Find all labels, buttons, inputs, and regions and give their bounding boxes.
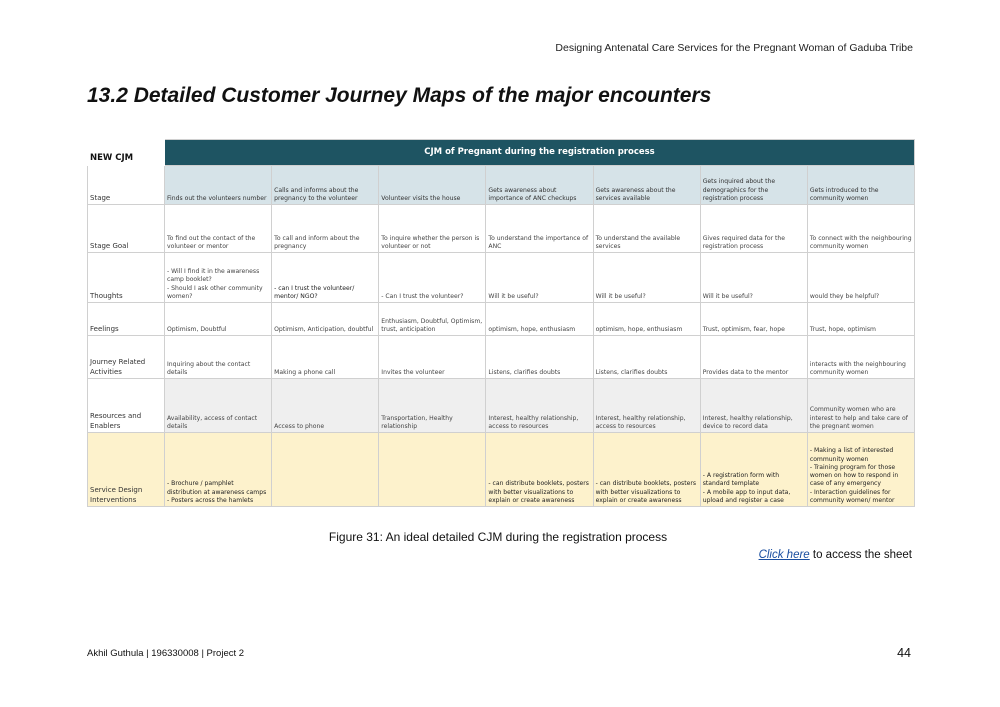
footer-author: Akhil Guthula | 196330008 | Project 2 bbox=[87, 648, 245, 659]
table-cell: Trust, hope, optimism bbox=[807, 303, 914, 336]
table-cell: Gets awareness about importance of ANC checkups bbox=[486, 166, 593, 205]
table-cell: - Brochure / pamphlet distribution at awareness camps - Posters across the hamlets bbox=[165, 433, 272, 507]
table-cell bbox=[379, 433, 486, 507]
table-cell: Provides data to the mentor bbox=[700, 336, 807, 379]
table-cell: To understand the available services bbox=[593, 205, 700, 253]
row-label: Journey Related Activities bbox=[88, 336, 165, 379]
table-cell: Optimism, Doubtful bbox=[165, 303, 272, 336]
table-cell: - can distribute booklets, posters with better visualizations to explain or create awareness bbox=[593, 433, 700, 507]
table-cell: Trust, optimism, fear, hope bbox=[700, 303, 807, 336]
cjm-table bbox=[87, 139, 915, 507]
table-cell: Interest, healthy relationship, access to resources bbox=[486, 379, 593, 433]
table-row bbox=[88, 433, 915, 507]
row-label: Resources and Enablers bbox=[88, 379, 165, 433]
table-cell: Gives required data for the registration process bbox=[700, 205, 807, 253]
table-cell: - can I trust the volunteer/ mentor/ NGO? bbox=[272, 253, 379, 303]
table-cell: Access to phone bbox=[272, 379, 379, 433]
running-header: Designing Antenatal Care Services for the Pregnant Woman of Gaduba Tribe bbox=[555, 42, 913, 54]
table-cell: - A registration form with standard template - A mobile app to input data, upload and register a case bbox=[700, 433, 807, 507]
table-cell: Enthusiasm, Doubtful, Optimism, trust, anticipation bbox=[379, 303, 486, 336]
table-cell bbox=[272, 433, 379, 507]
table-cell: Volunteer visits the house bbox=[379, 166, 486, 205]
table-row bbox=[88, 166, 915, 205]
row-label: Thoughts bbox=[88, 253, 165, 303]
table-cell: Will it be useful? bbox=[486, 253, 593, 303]
page-number: 44 bbox=[897, 646, 911, 660]
table-cell: Gets introduced to the community women bbox=[807, 166, 914, 205]
row-label: Stage bbox=[88, 166, 165, 205]
table-header-row bbox=[88, 140, 915, 166]
table-cell: To find out the contact of the volunteer or mentor bbox=[165, 205, 272, 253]
corner-label: NEW CJM bbox=[88, 140, 165, 166]
table-cell: Interest, healthy relationship, device to record data bbox=[700, 379, 807, 433]
table-cell: Gets awareness about the services available bbox=[593, 166, 700, 205]
table-cell: - Will I find it in the awareness camp booklet? - Should I ask other community women? bbox=[165, 253, 272, 303]
table-row bbox=[88, 205, 915, 253]
table-cell: would they be helpful? bbox=[807, 253, 914, 303]
table-cell: Invites the volunteer bbox=[379, 336, 486, 379]
table-row bbox=[88, 303, 915, 336]
click-here-link[interactable]: Click here bbox=[758, 549, 810, 561]
access-sheet-line bbox=[759, 549, 912, 561]
table-cell: optimism, hope, enthusiasm bbox=[593, 303, 700, 336]
table-cell: Interest, healthy relationship, access to resources bbox=[593, 379, 700, 433]
table-cell: To call and inform about the pregnancy bbox=[272, 205, 379, 253]
table-cell: Availability, access of contact details bbox=[165, 379, 272, 433]
table-title: CJM of Pregnant during the registration process bbox=[165, 140, 915, 166]
table-cell: Transportation, Healthy relationship bbox=[379, 379, 486, 433]
table-cell: Will it be useful? bbox=[700, 253, 807, 303]
table-cell: Optimism, Anticipation, doubtful bbox=[272, 303, 379, 336]
section-title: 13.2 Detailed Customer Journey Maps of the major encounters bbox=[87, 84, 712, 107]
table-cell: Community women who are interest to help and take care of the pregnant women bbox=[807, 379, 914, 433]
table-cell: To connect with the neighbouring community women bbox=[807, 205, 914, 253]
table-cell: interacts with the neighbouring community women bbox=[807, 336, 914, 379]
figure-caption: Figure 31: An ideal detailed CJM during the registration process bbox=[328, 530, 668, 544]
table-cell: Finds out the volunteers number bbox=[165, 166, 272, 205]
access-sheet-text: to access the sheet bbox=[809, 549, 912, 561]
table-cell: Listens, clarifies doubts bbox=[486, 336, 593, 379]
table-cell: Inquiring about the contact details bbox=[165, 336, 272, 379]
table-cell: To inquire whether the person is volunteer or not bbox=[379, 205, 486, 253]
table-row bbox=[88, 253, 915, 303]
table-cell: - Making a list of interested community women - Training program for those women on how to respond in case of any emergency - Interaction guidelines for community women/ mentor bbox=[807, 433, 914, 507]
table-cell: Calls and informs about the pregnancy to the volunteer bbox=[272, 166, 379, 205]
table-cell: Gets inquired about the demographics for the registration process bbox=[700, 166, 807, 205]
table-cell: Will it be useful? bbox=[593, 253, 700, 303]
table-cell: To understand the importance of ANC bbox=[486, 205, 593, 253]
table-row bbox=[88, 379, 915, 433]
row-label: Feelings bbox=[88, 303, 165, 336]
row-label: Stage Goal bbox=[88, 205, 165, 253]
table-cell: - can distribute booklets, posters with better visualizations to explain or create awareness bbox=[486, 433, 593, 507]
table-cell: Making a phone call bbox=[272, 336, 379, 379]
table-cell: optimism, hope, enthusiasm bbox=[486, 303, 593, 336]
table-row bbox=[88, 336, 915, 379]
table-cell: Listens, clarifies doubts bbox=[593, 336, 700, 379]
table-cell: - Can I trust the volunteer? bbox=[379, 253, 486, 303]
row-label: Service Design Interventions bbox=[88, 433, 165, 507]
